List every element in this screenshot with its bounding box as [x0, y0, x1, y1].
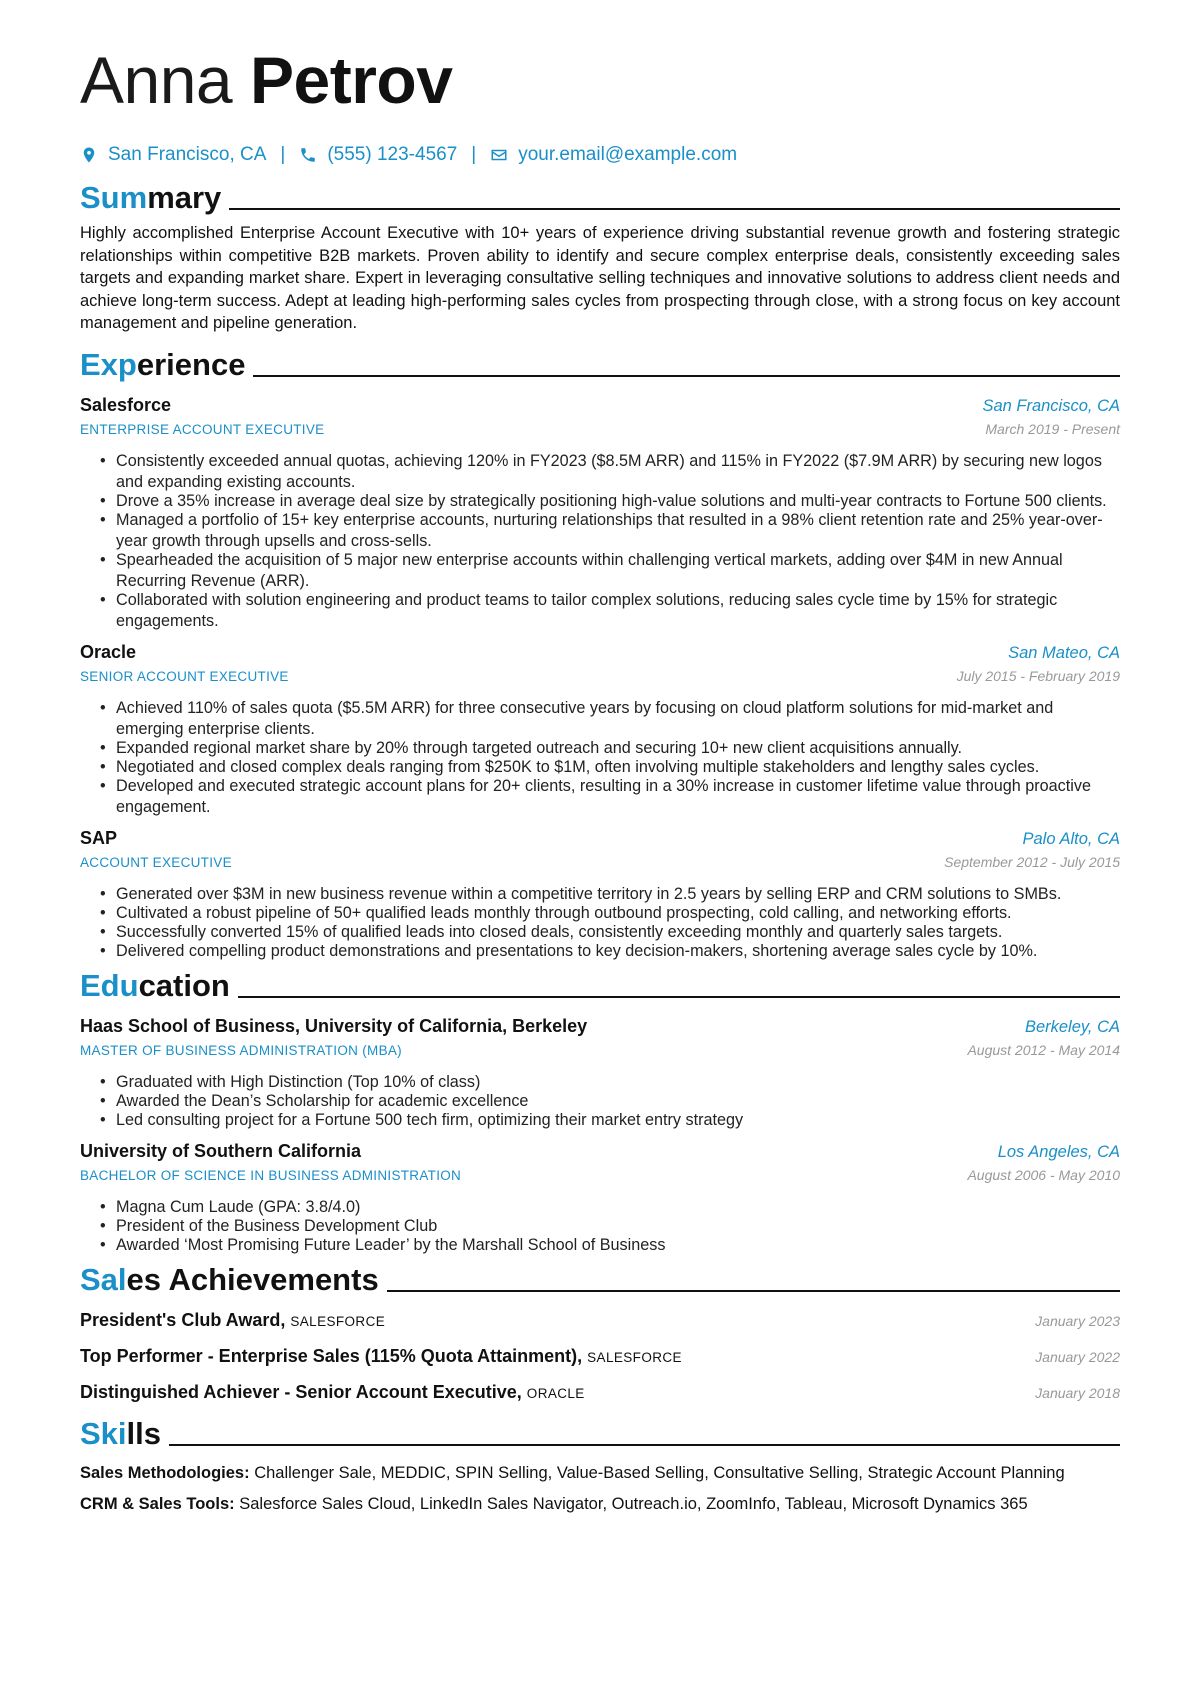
phone-text: (555) 123-4567	[327, 144, 458, 165]
achievement-date: January 2018	[1035, 1384, 1120, 1401]
degree: MASTER OF BUSINESS ADMINISTRATION (MBA)	[80, 1042, 402, 1058]
bullet-item: • Achieved 110% of sales quota ($5.5M ARR) for three consecutive years by focusing on cloud platform solutions for mid-market and emerging enterprise clients.	[116, 698, 1120, 740]
bullet-item: • Consistently exceeded annual quotas, achieving 120% in FY2023 ($8.5M ARR) and 115% in FY2022 ($7.9M ARR) by securing new logos and expanding existing accounts.	[116, 451, 1120, 493]
achievement-org: ORACLE	[526, 1385, 585, 1401]
contact-separator: |	[471, 144, 477, 165]
achievement-title: Top Performer - Enterprise Sales (115% Quota Attainment)	[80, 1345, 578, 1366]
company-name: Salesforce	[80, 394, 172, 415]
school-name: University of Southern California	[80, 1140, 362, 1161]
job-entry	[80, 393, 1120, 632]
job-title: SENIOR ACCOUNT EXECUTIVE	[80, 668, 289, 684]
achievements-list	[80, 1302, 1120, 1410]
bullet-item: • Magna Cum Laude (GPA: 3.8/4.0)	[116, 1197, 1120, 1218]
bullet-item: • Awarded the Dean’s Scholarship for academic excellence	[116, 1091, 1120, 1112]
summary-text: Highly accomplished Enterprise Account Executive with 10+ years of experience driving substantial revenue growth and fostering strategic relationships within competitive B2B markets. Proven ability to identify and secure complex enterprise deals, consistently exceeding sales targets and expanding market share. Expert in leveraging consultative selling techniques and innovative solutions to address client needs and achieve long-term success. Adept at leading high-performing sales cycles from prospecting through close, with a strong focus on key account management and pipeline generation.	[80, 224, 1120, 333]
contact-email[interactable]	[490, 144, 737, 166]
bullet-item: • Drove a 35% increase in average deal size by strategically positioning high-value solutions and multi-year contracts to Fortune 500 clients.	[116, 491, 1120, 512]
bullet-item: • Awarded ‘Most Promising Future Leader’ by the Marshall School of Business	[116, 1235, 1120, 1256]
job-title: ACCOUNT EXECUTIVE	[80, 854, 232, 870]
bullet-item: • President of the Business Development Club	[116, 1216, 1120, 1237]
section-title: Education	[80, 967, 230, 1003]
skill-value: Challenger Sale, MEDDIC, SPIN Selling, Value-Based Selling, Consultative Selling, Strategic Account Planning	[254, 1463, 1065, 1482]
education-bullets	[80, 1197, 1120, 1256]
skill-value: Salesforce Sales Cloud, LinkedIn Sales Navigator, Outreach.io, ZoomInfo, Tableau, Microsoft Dynamics 365	[239, 1494, 1028, 1513]
section-divider	[229, 208, 1120, 210]
skill-row	[80, 1489, 1120, 1520]
job-bullets	[80, 451, 1120, 632]
email-text: your.email@example.com	[518, 144, 738, 165]
section-divider	[253, 375, 1120, 377]
education-entry	[80, 1014, 1120, 1131]
job-bullets	[80, 698, 1120, 818]
section-divider	[169, 1444, 1120, 1446]
achievement-item: President's Club Award, SALESFORCE January 2023	[80, 1302, 1120, 1338]
job-location: Palo Alto, CA	[1022, 829, 1120, 848]
location-text: San Francisco, CA	[108, 144, 267, 165]
achievement-org: SALESFORCE	[587, 1349, 682, 1365]
job-dates: March 2019 - Present	[985, 420, 1120, 437]
company-name: Oracle	[80, 641, 137, 662]
education-entry	[80, 1139, 1120, 1256]
skill-label: Sales Methodologies:	[80, 1463, 250, 1482]
map-pin-icon	[80, 146, 98, 164]
bullet-item: • Negotiated and closed complex deals ranging from $250K to $1M, often involving multiple stakeholders and lengthy sales cycles.	[116, 757, 1120, 778]
skills-list	[80, 1458, 1120, 1520]
section-title: Skills	[80, 1415, 161, 1451]
contact-separator: |	[280, 144, 286, 165]
bullet-item: • Delivered compelling product demonstrations and presentations to key decision-makers, shortening average sales cycle by 10%.	[116, 941, 1120, 962]
section-divider	[238, 996, 1120, 998]
skill-label: CRM & Sales Tools:	[80, 1494, 235, 1513]
section-education-header	[80, 966, 1120, 1004]
education-dates: August 2006 - May 2010	[967, 1166, 1120, 1183]
job-location: San Mateo, CA	[1008, 643, 1120, 662]
job-entry	[80, 826, 1120, 962]
job-location: San Francisco, CA	[982, 396, 1120, 415]
bullet-item: • Cultivated a robust pipeline of 50+ qualified leads monthly through outbound prospecting, cold calling, and networking efforts.	[116, 903, 1120, 924]
first-name: Anna	[80, 43, 233, 117]
education-dates: August 2012 - May 2014	[967, 1041, 1120, 1058]
achievement-org: SALESFORCE	[290, 1313, 386, 1329]
company-name: SAP	[80, 827, 118, 848]
bullet-item: • Collaborated with solution engineering and product teams to tailor complex solutions, reducing sales cycle time by 15% for strategic engagements.	[116, 590, 1120, 632]
achievement-date: January 2022	[1035, 1348, 1120, 1365]
phone-icon	[299, 146, 317, 164]
contact-location	[80, 144, 266, 166]
candidate-name	[80, 40, 1120, 120]
bullet-item: • Successfully converted 15% of qualified leads into closed deals, consistently exceeding monthly and quarterly sales targets.	[116, 922, 1120, 943]
bullet-item: • Generated over $3M in new business revenue within a competitive territory in 2.5 years by selling ERP and CRM solutions to SMBs.	[116, 884, 1120, 905]
job-dates: July 2015 - February 2019	[956, 667, 1120, 684]
school-location: Berkeley, CA	[1024, 1017, 1120, 1036]
last-name: Petrov	[249, 43, 453, 117]
job-bullets	[80, 884, 1120, 962]
section-summary-header	[80, 178, 1120, 216]
bullet-item: • Managed a portfolio of 15+ key enterprise accounts, nurturing relationships that resulted in a 98% client retention rate and 25% year-over-year growth through upsells and cross-sells.	[116, 510, 1120, 552]
achievement-title: President's Club Award	[80, 1309, 281, 1330]
school-location: Los Angeles, CA	[997, 1142, 1120, 1161]
bullet-item: • Led consulting project for a Fortune 500 tech firm, optimizing their market entry strategy	[116, 1110, 1120, 1131]
bullet-item: • Developed and executed strategic account plans for 20+ clients, resulting in a 30% increase in customer lifetime value through proactive engagement.	[116, 776, 1120, 818]
section-title: Experience	[80, 346, 246, 382]
achievement-date: January 2023	[1035, 1312, 1120, 1329]
section-experience-header	[80, 345, 1120, 383]
job-dates: September 2012 - July 2015	[944, 853, 1120, 870]
section-divider	[387, 1290, 1120, 1292]
job-entry	[80, 640, 1120, 818]
degree: BACHELOR OF SCIENCE IN BUSINESS ADMINISTRATION	[80, 1167, 462, 1183]
section-achievements-header	[80, 1260, 1120, 1298]
contact-phone[interactable]	[299, 144, 457, 166]
bullet-item: • Expanded regional market share by 20% through targeted outreach and securing 10+ new client acquisitions annually.	[116, 738, 1120, 759]
achievement-item: Top Performer - Enterprise Sales (115% Quota Attainment), SALESFORCE January 2022	[80, 1338, 1120, 1374]
envelope-icon	[490, 146, 508, 164]
bullet-item: • Spearheaded the acquisition of 5 major new enterprise accounts within challenging vertical markets, adding over $4M in new Annual Recurring Revenue (ARR).	[116, 550, 1120, 592]
section-title: Summary	[80, 180, 222, 215]
job-title: ENTERPRISE ACCOUNT EXECUTIVE	[80, 421, 325, 437]
school-name: Haas School of Business, University of California, Berkeley	[80, 1015, 588, 1036]
section-skills-header	[80, 1414, 1120, 1452]
contact-bar	[80, 140, 1120, 170]
section-title: Sales Achievements	[80, 1261, 379, 1297]
resume-page	[80, 40, 1120, 1520]
achievement-item: Distinguished Achiever - Senior Account Executive, ORACLE January 2018	[80, 1374, 1120, 1410]
achievement-title: Distinguished Achiever - Senior Account Executive	[80, 1381, 517, 1402]
skill-row	[80, 1458, 1120, 1489]
bullet-item: • Graduated with High Distinction (Top 10% of class)	[116, 1072, 1120, 1093]
education-bullets	[80, 1072, 1120, 1131]
